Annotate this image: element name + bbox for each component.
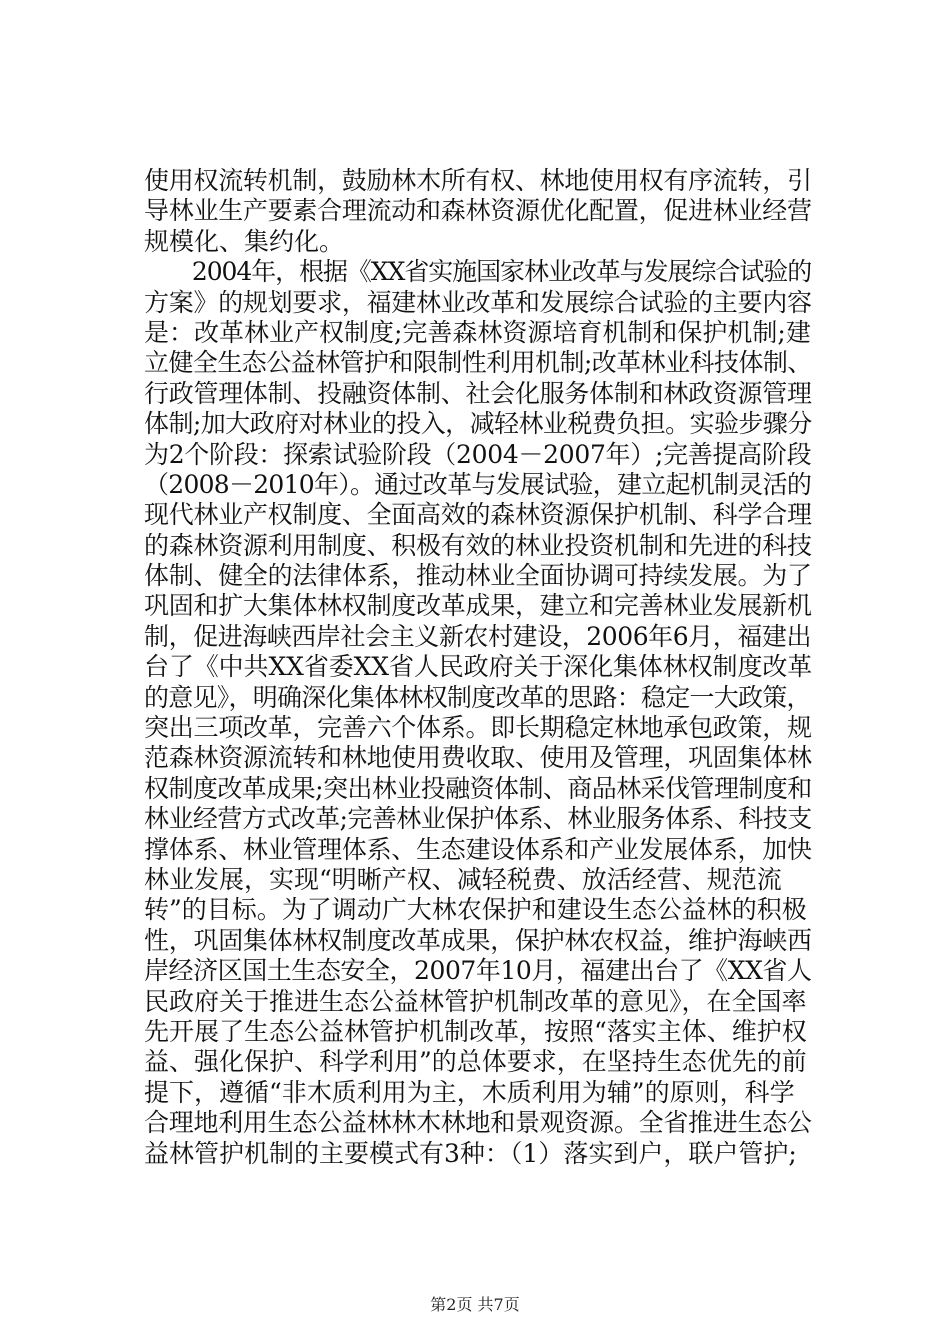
text-line: 是：改革林业产权制度;完善森林资源培育机制和保护机制;建 bbox=[144, 317, 811, 347]
text-line: 林业发展，实现“明晰产权、减轻税费、放活经营、规范流 bbox=[144, 864, 782, 894]
text-line: 现代林业产权制度、全面高效的森林资源保护机制、科学合理 bbox=[144, 500, 812, 530]
text-line: 转”的目标。为了调动广大林农保护和建设生态公益林的积极 bbox=[144, 895, 807, 925]
text-line: 使用权流转机制，鼓励林木所有权、林地使用权有序流转，引 bbox=[144, 166, 812, 195]
text-line: 制，促进海峡西岸社会主义新农村建设，2006年6月，福建出 bbox=[144, 621, 812, 651]
text-line: 益、强化保护、科学利用”的总体要求，在坚持生态优先的前 bbox=[144, 1047, 807, 1077]
text-line: 先开展了生态公益林管护机制改革，按照“落实主体、维护权 bbox=[144, 1016, 807, 1046]
text-line: 体制;加大政府对林业的投入，减轻林业税费负担。实验步骤分 bbox=[144, 409, 812, 439]
text-line: 范森林资源流转和林地使用费收取、使用及管理，巩固集体林 bbox=[144, 743, 812, 773]
text-line: 巩固和扩大集体林权制度改革成果，建立和完善林业发展新机 bbox=[144, 591, 812, 621]
text-line: 2004年，根据《XX省实施国家林业改革与发展综合试验的 bbox=[144, 257, 812, 287]
text-line: 性，巩固集体林权制度改革成果，保护林农权益，维护海峡西 bbox=[144, 925, 812, 955]
text-line: 合理地利用生态公益林林木林地和景观资源。全省推进生态公 bbox=[144, 1108, 812, 1138]
text-line: 益林管护机制的主要模式有3种：（1）落实到户，联户管护; bbox=[144, 1138, 797, 1168]
text-line: 林业经营方式改革;完善林业保护体系、林业服务体系、科技支 bbox=[144, 804, 812, 834]
page-footer: 第2页 共7页 bbox=[430, 1295, 520, 1314]
text-line: 的森林资源利用制度、积极有效的林业投资机制和先进的科技 bbox=[144, 530, 812, 560]
text-line: 立健全生态公益林管护和限制性利用机制;改革林业科技体制、 bbox=[144, 348, 812, 378]
text-line: 民政府关于推进生态公益林管护机制改革的意见》，在全国率 bbox=[144, 986, 807, 1016]
text-line: 方案》的规划要求，福建林业改革和发展综合试验的主要内容 bbox=[144, 287, 812, 317]
text-line: 行政管理体制、投融资体制、社会化服务体制和林政资源管理 bbox=[144, 378, 812, 408]
text-line: 的意见》，明确深化集体林权制度改革的思路：稳定一大政策， bbox=[144, 682, 811, 712]
body-text bbox=[144, 166, 812, 1169]
text-line: 提下，遵循“非木质利用为主，木质利用为辅”的原则，科学 bbox=[144, 1077, 795, 1107]
text-line: 突出三项改革，完善六个体系。即长期稳定林地承包政策，规 bbox=[144, 713, 812, 743]
text-line: （2008－2010年）。通过改革与发展试验，建立起机制灵活的 bbox=[144, 469, 812, 499]
text-line: 撑体系、林业管理体系、生态建设体系和产业发展体系，加快 bbox=[144, 834, 812, 864]
text-line: 台了《中共XX省委XX省人民政府关于深化集体林权制度改革 bbox=[144, 652, 812, 682]
text-line: 体制、健全的法律体系，推动林业全面协调可持续发展。为了 bbox=[144, 561, 812, 591]
text-line: 权制度改革成果;突出林业投融资体制、商品林采伐管理制度和 bbox=[144, 773, 812, 803]
text-line: 规模化、集约化。 bbox=[144, 226, 345, 256]
text-line: 导林业生产要素合理流动和森林资源优化配置，促进林业经营 bbox=[144, 196, 812, 226]
text-line: 为2个阶段：探索试验阶段（2004－2007年）;完善提高阶段 bbox=[144, 439, 812, 469]
text-line: 岸经济区国土生态安全，2007年10月，福建出台了《XX省人 bbox=[144, 956, 812, 986]
